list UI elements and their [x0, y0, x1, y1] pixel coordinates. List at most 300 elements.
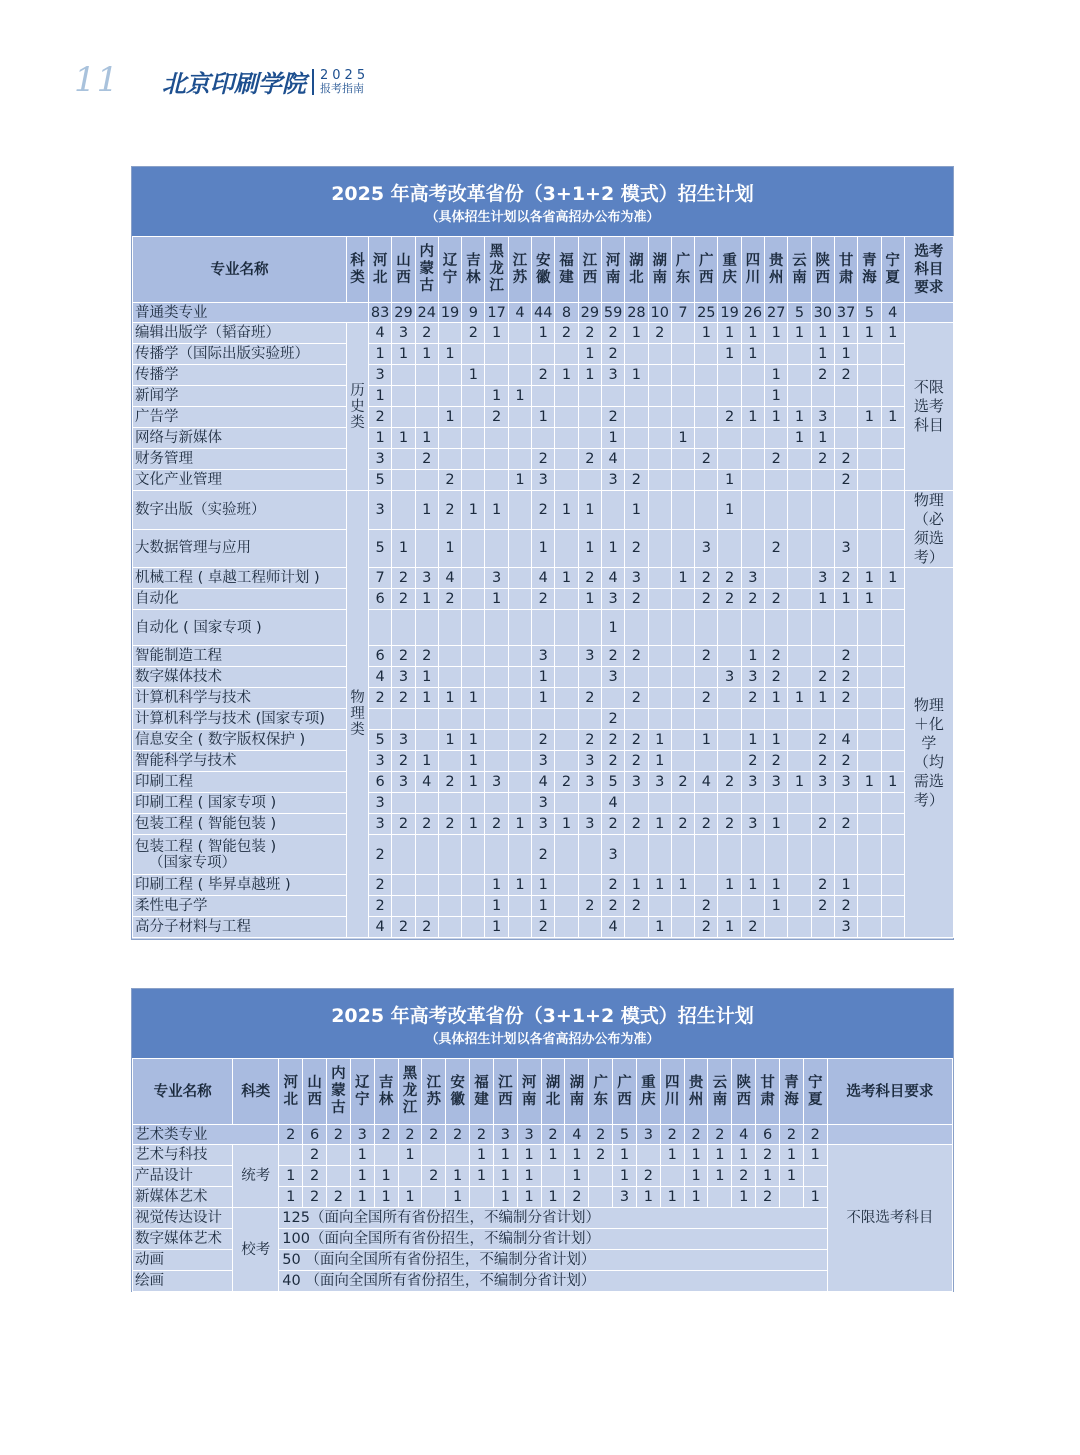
plan-value	[671, 835, 694, 875]
plan-value: 2	[718, 772, 741, 793]
plan-value	[555, 386, 578, 407]
plan-value: 1	[765, 386, 788, 407]
plan-value	[741, 491, 764, 530]
plan-value: 1	[392, 529, 415, 568]
plan-value: 2	[671, 814, 694, 835]
totals-label: 普通类专业	[133, 303, 369, 323]
plan-value	[788, 589, 811, 610]
plan-value	[578, 428, 601, 449]
plan-value	[485, 610, 508, 646]
plan-value	[508, 730, 531, 751]
plan-value	[625, 917, 648, 938]
plan-value	[765, 917, 788, 938]
plan-value: 1	[732, 1187, 756, 1208]
plan-value	[765, 470, 788, 491]
plan-value	[648, 610, 671, 646]
plan-value: 1	[415, 751, 438, 772]
plan-value	[438, 667, 461, 688]
plan-value	[485, 688, 508, 709]
column-header-province: 江苏	[508, 237, 531, 303]
plan-value	[858, 610, 881, 646]
total-value: 2	[708, 1125, 732, 1145]
column-header-province: 内蒙古	[415, 237, 438, 303]
plan-value	[508, 323, 531, 344]
plan-value	[788, 709, 811, 730]
plan-value: 1	[708, 1166, 732, 1187]
table-row	[133, 793, 954, 814]
plan-value	[718, 529, 741, 568]
plan-value	[881, 896, 904, 917]
plan-value	[532, 610, 555, 646]
plan-value: 1	[508, 875, 531, 896]
plan-value: 2	[811, 875, 834, 896]
requirement-text: 物理（必须选考）	[913, 491, 944, 566]
plan-value: 1	[765, 407, 788, 428]
plan-value: 2	[392, 751, 415, 772]
major-name	[133, 814, 347, 835]
plan-value	[811, 793, 834, 814]
column-header-province: 宁夏	[803, 1059, 827, 1125]
plan-value	[788, 793, 811, 814]
table-row	[133, 688, 954, 709]
plan-value: 3	[834, 772, 857, 793]
table-row	[133, 917, 954, 938]
admission-plan-table-2	[131, 988, 954, 1292]
plan-value: 2	[369, 407, 392, 428]
plan-value	[508, 491, 531, 530]
plan-value: 2	[765, 589, 788, 610]
column-header-category: 科类	[233, 1059, 279, 1125]
plan-value	[625, 793, 648, 814]
plan-value: 2	[415, 449, 438, 470]
major-name-text: 计算机科学与技术 (国家专项)	[135, 711, 325, 727]
plan-value	[601, 386, 624, 407]
plan-value: 1	[392, 344, 415, 365]
plan-value	[508, 407, 531, 428]
plan-value	[374, 1145, 398, 1166]
total-value: 6	[303, 1125, 327, 1145]
plan-value: 2	[303, 1145, 327, 1166]
total-value: 2	[780, 1125, 804, 1145]
column-header-province: 福建	[470, 1059, 494, 1125]
major-name	[133, 896, 347, 917]
table2-header	[132, 989, 953, 1058]
totals-row	[133, 303, 954, 323]
major-name: 艺术与科技	[133, 1145, 233, 1166]
plan-value	[881, 646, 904, 667]
category-cell: 物理类	[347, 491, 369, 938]
plan-value: 1	[415, 491, 438, 530]
plan-value: 2	[532, 730, 555, 751]
plan-value: 1	[741, 344, 764, 365]
plan-value	[741, 470, 764, 491]
plan-value: 1	[741, 875, 764, 896]
plan-value: 3	[601, 589, 624, 610]
plan-value: 1	[718, 875, 741, 896]
table1-title: 2025 年高考改革省份（3+1+2 模式）招生计划	[331, 183, 754, 205]
total-value: 3	[517, 1125, 541, 1145]
plan-value: 1	[858, 772, 881, 793]
plan-value	[671, 646, 694, 667]
plan-value	[541, 1166, 565, 1187]
plan-value	[648, 896, 671, 917]
table-row	[133, 344, 954, 365]
plan-value: 2	[392, 568, 415, 589]
plan-value: 1	[695, 323, 718, 344]
plan-value: 2	[718, 589, 741, 610]
plan-value	[671, 491, 694, 530]
plan-value	[788, 814, 811, 835]
plan-value: 2	[834, 470, 857, 491]
plan-value: 1	[369, 344, 392, 365]
plan-value	[462, 407, 485, 428]
plan-value: 1	[532, 667, 555, 688]
plan-value	[741, 793, 764, 814]
plan-value	[555, 646, 578, 667]
plan-value	[881, 875, 904, 896]
table2-subtitle: （具体招生计划以各省高招办公布为准）	[425, 1032, 660, 1047]
plan-value: 3	[834, 917, 857, 938]
plan-value: 1	[756, 1166, 780, 1187]
plan-value: 2	[765, 667, 788, 688]
plan-value	[765, 793, 788, 814]
plan-value	[881, 709, 904, 730]
plan-value: 2	[369, 688, 392, 709]
plan-value: 1	[648, 730, 671, 751]
plan-value	[578, 667, 601, 688]
plan-value: 2	[369, 835, 392, 875]
plan-value: 2	[811, 814, 834, 835]
plan-value: 6	[369, 589, 392, 610]
plan-value	[788, 610, 811, 646]
total-value: 7	[671, 303, 694, 323]
plan-value	[462, 896, 485, 917]
plan-value: 2	[601, 896, 624, 917]
table-row	[133, 470, 954, 491]
totals-requirement-empty	[827, 1125, 952, 1145]
school-exam-note: 100（面向全国所有省份招生，不编制分省计划）	[279, 1229, 827, 1250]
plan-value	[462, 428, 485, 449]
plan-value	[695, 407, 718, 428]
plan-value	[718, 610, 741, 646]
plan-value: 2	[695, 917, 718, 938]
plan-value: 1	[648, 875, 671, 896]
plan-value: 5	[601, 772, 624, 793]
plan-value	[636, 1145, 660, 1166]
plan-value: 1	[438, 529, 461, 568]
table-row	[133, 896, 954, 917]
plan-value: 4	[601, 568, 624, 589]
plan-value: 1	[462, 730, 485, 751]
plan-value	[671, 344, 694, 365]
plan-value	[858, 917, 881, 938]
plan-value: 2	[532, 491, 555, 530]
total-value: 28	[625, 303, 648, 323]
column-header-province: 广西	[613, 1059, 637, 1125]
plan-value: 1	[438, 407, 461, 428]
plan-value: 2	[532, 589, 555, 610]
plan-value	[881, 428, 904, 449]
plan-value	[415, 407, 438, 428]
column-header-province: 四川	[660, 1059, 684, 1125]
column-header-province: 湖南	[565, 1059, 589, 1125]
plan-value: 2	[695, 568, 718, 589]
plan-value: 1	[462, 491, 485, 530]
plan-value: 2	[415, 646, 438, 667]
plan-value	[765, 709, 788, 730]
plan-value	[508, 428, 531, 449]
plan-value: 1	[765, 365, 788, 386]
plan-value	[671, 793, 694, 814]
plan-value: 1	[485, 323, 508, 344]
plan-value	[532, 709, 555, 730]
plan-value	[648, 688, 671, 709]
plan-value: 1	[565, 1166, 589, 1187]
plan-value	[788, 730, 811, 751]
plan-value: 2	[695, 814, 718, 835]
plan-value: 2	[589, 1145, 613, 1166]
table-row	[133, 568, 954, 589]
plan-value: 2	[765, 751, 788, 772]
major-name	[133, 793, 347, 814]
plan-value: 1	[834, 875, 857, 896]
plan-value	[508, 646, 531, 667]
plan-value: 3	[578, 751, 601, 772]
category-cell: 校考	[233, 1208, 279, 1292]
plan-value: 1	[788, 688, 811, 709]
school-exam-note: 40 （面向全国所有省份招生，不编制分省计划）	[279, 1271, 827, 1292]
plan-value: 1	[881, 568, 904, 589]
plan-value	[648, 428, 671, 449]
plan-value: 1	[508, 470, 531, 491]
plan-value: 4	[369, 917, 392, 938]
plan-value	[765, 491, 788, 530]
plan-value	[671, 365, 694, 386]
plan-value	[415, 875, 438, 896]
plan-value: 1	[350, 1145, 374, 1166]
table-row	[133, 365, 954, 386]
plan-value: 2	[462, 323, 485, 344]
plan-value	[555, 896, 578, 917]
plan-value: 3	[811, 568, 834, 589]
plan-value: 2	[811, 449, 834, 470]
plan-value: 2	[718, 568, 741, 589]
column-header-requirement: 选考科目要求	[827, 1059, 952, 1125]
plan-value: 3	[532, 814, 555, 835]
plan-value: 2	[741, 751, 764, 772]
plan-value: 3	[741, 568, 764, 589]
plan-value	[578, 386, 601, 407]
plan-value	[858, 751, 881, 772]
plan-value	[485, 730, 508, 751]
column-header-province: 陕西	[732, 1059, 756, 1125]
plan-value	[671, 323, 694, 344]
plan-value: 1	[765, 814, 788, 835]
plan-value: 1	[858, 589, 881, 610]
major-name-text: 包装工程 ( 智能包装 )	[135, 816, 277, 832]
plan-value: 1	[438, 344, 461, 365]
plan-value: 1	[462, 688, 485, 709]
plan-value: 1	[532, 323, 555, 344]
plan-value: 3	[532, 751, 555, 772]
total-value: 5	[788, 303, 811, 323]
plan-value: 1	[834, 589, 857, 610]
plan-value: 2	[834, 646, 857, 667]
major-name	[133, 323, 347, 344]
plan-value	[462, 667, 485, 688]
plan-value: 1	[788, 428, 811, 449]
major-name	[133, 835, 347, 875]
plan-value	[780, 1187, 804, 1208]
plan-value: 2	[369, 896, 392, 917]
column-header-province: 江苏	[422, 1059, 446, 1125]
plan-value	[695, 386, 718, 407]
plan-value	[811, 491, 834, 530]
plan-value: 2	[532, 917, 555, 938]
plan-value: 3	[392, 730, 415, 751]
plan-value	[881, 793, 904, 814]
plan-value	[671, 449, 694, 470]
major-name	[133, 529, 347, 568]
plan-value: 2	[671, 772, 694, 793]
plan-value: 3	[532, 793, 555, 814]
plan-value	[578, 917, 601, 938]
major-name-text: 自动化	[135, 591, 179, 607]
column-header-province: 湖北	[625, 237, 648, 303]
plan-value	[648, 667, 671, 688]
plan-value	[671, 917, 694, 938]
major-name	[133, 917, 347, 938]
plan-value	[392, 835, 415, 875]
plan-value	[811, 917, 834, 938]
plan-value	[589, 1187, 613, 1208]
table1-grid	[132, 236, 954, 938]
plan-value	[462, 793, 485, 814]
plan-value: 1	[369, 386, 392, 407]
plan-value: 2	[811, 896, 834, 917]
plan-value: 3	[369, 814, 392, 835]
plan-value: 2	[601, 344, 624, 365]
column-header-province: 吉林	[374, 1059, 398, 1125]
plan-value	[671, 470, 694, 491]
plan-value	[415, 529, 438, 568]
plan-value	[578, 793, 601, 814]
plan-value	[555, 407, 578, 428]
column-header-province: 河北	[279, 1059, 303, 1125]
total-value: 2	[589, 1125, 613, 1145]
plan-value	[555, 917, 578, 938]
major-name	[133, 688, 347, 709]
plan-value: 3	[392, 667, 415, 688]
plan-value: 2	[625, 646, 648, 667]
plan-value: 2	[811, 365, 834, 386]
plan-value: 3	[485, 568, 508, 589]
plan-value	[508, 667, 531, 688]
plan-value	[470, 1187, 494, 1208]
plan-value: 1	[485, 386, 508, 407]
plan-value: 4	[532, 772, 555, 793]
plan-value: 1	[881, 772, 904, 793]
plan-value: 2	[532, 835, 555, 875]
plan-value	[695, 428, 718, 449]
total-value: 3	[636, 1125, 660, 1145]
plan-value	[765, 428, 788, 449]
major-name	[133, 470, 347, 491]
column-header-province: 四川	[741, 237, 764, 303]
plan-value	[811, 386, 834, 407]
plan-value: 2	[834, 667, 857, 688]
plan-value	[671, 709, 694, 730]
plan-value: 1	[565, 1145, 589, 1166]
plan-value	[555, 449, 578, 470]
plan-value: 2	[811, 730, 834, 751]
plan-value: 3	[369, 751, 392, 772]
plan-value	[881, 529, 904, 568]
plan-value	[555, 835, 578, 875]
table-row	[133, 730, 954, 751]
plan-value	[508, 772, 531, 793]
plan-value: 1	[350, 1166, 374, 1187]
plan-value	[508, 709, 531, 730]
plan-value: 2	[811, 751, 834, 772]
major-name-text: 计算机科学与技术	[135, 690, 251, 706]
plan-value	[326, 1166, 350, 1187]
column-header-province: 重庆	[636, 1059, 660, 1125]
brand-divider	[312, 69, 314, 95]
major-name-text: 印刷工程 ( 国家专项 )	[135, 795, 277, 811]
plan-value: 2	[438, 589, 461, 610]
plan-value	[485, 449, 508, 470]
plan-value	[392, 365, 415, 386]
plan-value	[438, 428, 461, 449]
plan-value	[695, 709, 718, 730]
table-row	[133, 835, 954, 875]
plan-value	[462, 589, 485, 610]
plan-value	[415, 470, 438, 491]
plan-value: 2	[422, 1166, 446, 1187]
table2-grid	[132, 1058, 953, 1292]
plan-value	[858, 491, 881, 530]
plan-value	[648, 793, 671, 814]
plan-value	[462, 449, 485, 470]
plan-value: 1	[415, 589, 438, 610]
plan-value: 1	[398, 1187, 422, 1208]
plan-value	[438, 449, 461, 470]
plan-value	[788, 568, 811, 589]
table-row	[133, 323, 954, 344]
plan-value	[508, 568, 531, 589]
plan-value: 4	[834, 730, 857, 751]
plan-value	[369, 610, 392, 646]
plan-value: 1	[601, 529, 624, 568]
plan-value: 2	[485, 814, 508, 835]
plan-value	[625, 449, 648, 470]
plan-value	[648, 449, 671, 470]
plan-value: 3	[601, 835, 624, 875]
plan-value: 6	[369, 772, 392, 793]
plan-value: 4	[601, 793, 624, 814]
column-header-province: 河南	[601, 237, 624, 303]
plan-value: 2	[578, 449, 601, 470]
plan-value: 2	[415, 814, 438, 835]
plan-value: 1	[834, 323, 857, 344]
plan-value	[555, 875, 578, 896]
plan-value	[508, 610, 531, 646]
plan-value: 3	[625, 772, 648, 793]
plan-value: 1	[671, 568, 694, 589]
plan-value	[788, 449, 811, 470]
plan-value: 1	[741, 323, 764, 344]
